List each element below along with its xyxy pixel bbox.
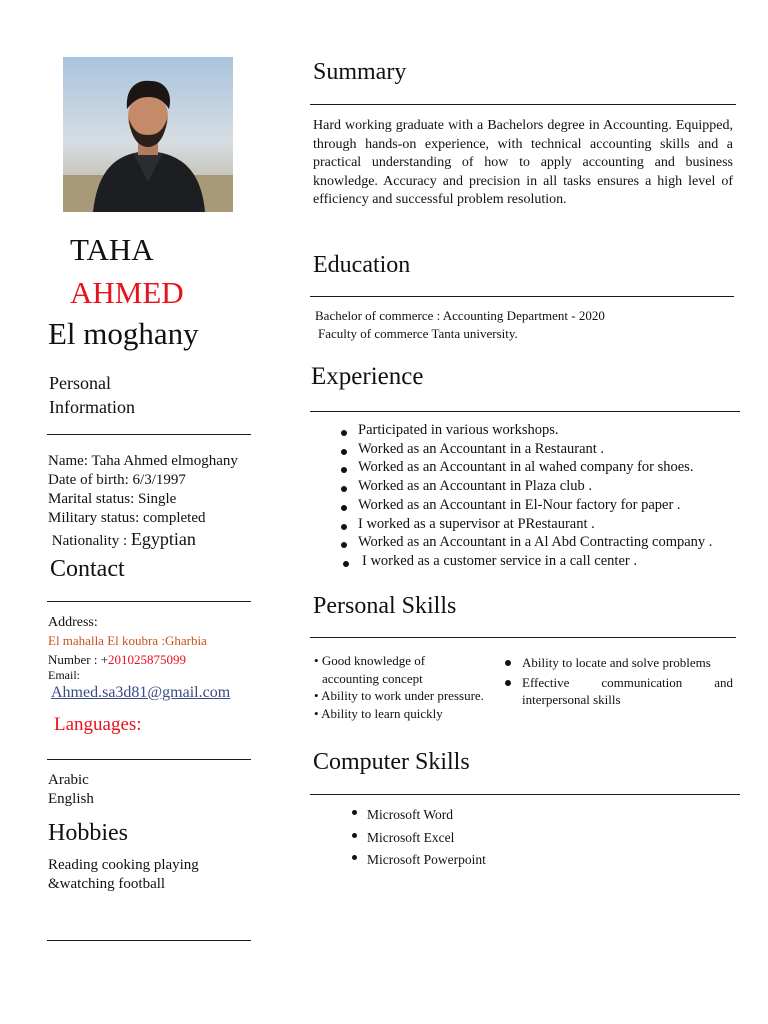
profile-photo-illustration: [63, 57, 233, 212]
name-middle: AHMED: [70, 275, 184, 310]
nationality-label: Nationality :: [51, 533, 131, 549]
bullet-icon: [341, 505, 347, 511]
hobbies-line2: &watching football: [48, 876, 166, 892]
name-last: El moghany: [48, 316, 199, 351]
address-label: Address:: [48, 615, 98, 630]
languages-list: [48, 771, 94, 809]
computer-skill-item: [350, 849, 486, 872]
experience-item: [340, 458, 733, 477]
experience-item: [340, 552, 733, 571]
experience-item: [340, 440, 733, 459]
divider: [310, 296, 734, 297]
hobbies-text: [48, 856, 199, 894]
experience-list: [340, 421, 733, 571]
personal-skills-heading: Personal Skills: [313, 593, 457, 619]
bullet-icon: [341, 486, 347, 492]
skill-item: • Good knowledge of accounting concept: [314, 653, 426, 686]
education-line1: Bachelor of commerce : Accounting Department - 2020: [315, 308, 605, 323]
skill-item: • Ability to work under pressure.: [314, 688, 484, 703]
computer-skill-text: Microsoft Word: [367, 807, 454, 822]
experience-item: [340, 496, 733, 515]
phone-label: Number : +: [48, 652, 109, 667]
bullet-icon: [341, 467, 347, 473]
bullet-icon: [352, 855, 357, 860]
email-link[interactable]: Ahmed.sa3d81@gmail.com: [51, 684, 231, 701]
computer-skill-item: [350, 804, 486, 827]
bullet-icon: [343, 561, 349, 567]
divider: [310, 104, 736, 105]
skill-item: [504, 674, 733, 709]
nationality-value: Egyptian: [130, 529, 196, 549]
skill-item: • Ability to learn quickly: [314, 705, 443, 721]
experience-item-text: I worked as a supervisor at PRestaurant .: [358, 515, 595, 532]
divider: [47, 759, 251, 760]
divider: [47, 434, 251, 435]
personal-info-heading: [49, 371, 135, 419]
divider: [310, 794, 740, 795]
bullet-icon: [505, 660, 511, 666]
phone-number[interactable]: 201025875099: [108, 652, 187, 667]
contact-heading: Contact: [50, 556, 125, 582]
experience-item-text: Worked as an Accountant in a Restaurant .: [358, 440, 605, 457]
language-item: English: [48, 791, 94, 807]
divider: [47, 601, 251, 602]
bullet-icon: [341, 449, 347, 455]
computer-skill-text: Microsoft Powerpoint: [367, 852, 486, 867]
skill-item-text: Effective communication and interpersonal skills: [522, 674, 733, 707]
bullet-icon: [505, 680, 511, 686]
experience-item: [340, 421, 733, 440]
bullet-icon: [341, 430, 347, 436]
divider: [310, 637, 736, 638]
experience-item-text: Worked as an Accountant in Plaza club .: [358, 478, 592, 495]
computer-skill-item: [350, 827, 486, 850]
languages-heading: Languages:: [54, 714, 142, 735]
bullet-icon: [341, 524, 347, 530]
skill-item: [504, 654, 733, 672]
email-label: Email:: [48, 668, 80, 682]
summary-heading: Summary: [313, 59, 407, 85]
experience-item: [340, 477, 733, 496]
personal-info-block: [48, 452, 238, 551]
divider: [47, 940, 251, 941]
skill-item-text: Ability to work under pressure.: [321, 688, 484, 703]
computer-skill-text: Microsoft Excel: [367, 829, 455, 845]
profile-photo: [63, 57, 233, 212]
personal-nationality: [48, 530, 238, 551]
personal-dob: Date of birth: 6/3/1997: [48, 472, 186, 488]
education-line2: Faculty of commerce Tanta university.: [318, 326, 518, 341]
experience-item-text: Worked as an Accountant in a Al Abd Contracting company .: [358, 534, 713, 551]
experience-item-text: Participated in various workshops.: [358, 422, 559, 438]
bullet-icon: [352, 810, 357, 815]
address-value: El mahalla El koubra :Gharbia: [48, 633, 207, 648]
personal-skills-right: [504, 654, 733, 709]
bullet-icon: [341, 542, 347, 548]
skill-item-text: Ability to learn quickly: [321, 705, 443, 721]
bullet-icon: [352, 833, 357, 838]
skill-item-text: Good knowledge of accounting concept: [321, 653, 426, 686]
experience-item-text: Worked as an Accountant in al wahed company for shoes.: [358, 459, 694, 476]
personal-info-heading-line2: Information: [49, 397, 135, 417]
experience-item-text: I worked as a customer service in a call center .: [362, 552, 637, 569]
skill-item-text: Ability to locate and solve problems: [522, 655, 711, 670]
experience-item-text: Worked as an Accountant in El-Nour factory for paper .: [358, 496, 681, 513]
experience-item: [340, 515, 733, 534]
language-item: Arabic: [48, 772, 89, 788]
personal-military: Military status: completed: [48, 510, 206, 526]
computer-skills-list: [350, 804, 486, 872]
experience-heading: Experience: [311, 363, 424, 390]
personal-marital: Marital status: Single: [48, 491, 177, 507]
name-first: TAHA: [70, 232, 154, 267]
education-heading: Education: [313, 252, 411, 278]
computer-skills-heading: Computer Skills: [313, 749, 470, 775]
summary-text: Hard working graduate with a Bachelors degree in Accounting. Equipped, through hands-on experience, with technical accounting skills and a practical understanding of how to apply accounting and business knowledge. Accuracy and precision in all tasks ensures a high level of efficiency and successful problem resolution.: [313, 118, 733, 207]
personal-skills-left: [314, 652, 484, 722]
experience-item: [340, 533, 733, 552]
hobbies-line1: Reading cooking playing: [48, 857, 199, 873]
divider: [310, 411, 740, 412]
hobbies-heading: Hobbies: [48, 820, 128, 846]
personal-name: Name: Taha Ahmed elmoghany: [48, 453, 238, 469]
personal-info-heading-line1: Personal: [49, 373, 111, 393]
